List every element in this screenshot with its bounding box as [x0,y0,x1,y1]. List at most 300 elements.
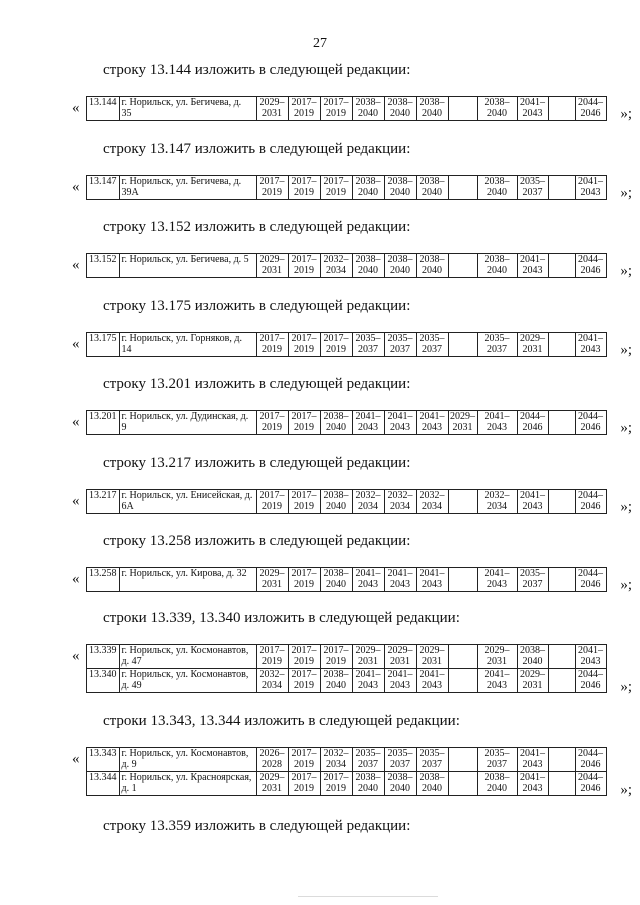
section-heading: строки 13.339, 13.340 изложить в следующей редакции: [103,610,460,626]
period-year: 2044– [578,254,603,265]
period-year: 2037 [358,344,378,355]
period-cell [517,645,548,669]
quote-close: »; [620,263,632,279]
period-year: 2029– [387,645,413,656]
period-year: 2031 [262,108,282,119]
period-year: 2043 [522,501,543,512]
period-year: 2029– [259,772,285,783]
table-row [87,669,607,693]
period-year: 2038– [323,411,349,422]
period-cell [416,97,448,121]
period-cell [352,772,384,796]
period-year: 2040 [358,265,378,276]
period-year: 2037 [422,344,442,355]
period-year: 2031 [358,656,378,667]
quote-open: « [72,751,80,767]
period-year: 2046 [580,783,601,794]
period-cell [548,645,575,669]
period-year: 2038– [419,772,445,783]
period-cell [517,254,548,278]
period-cell [352,254,384,278]
amendment-block [72,96,632,121]
period-year: 2046 [580,422,601,433]
row-address: г. Норильск, ул. Горняков, д. 14 [119,333,256,357]
period-year: 2034 [422,501,442,512]
period-cell [517,568,548,592]
period-cell [288,748,320,772]
period-year: 2043 [422,422,442,433]
period-cell [575,568,606,592]
period-cell [517,490,548,514]
quote-close: »; [620,577,632,593]
period-year: 2044– [578,490,603,501]
period-cell [477,568,517,592]
period-year: 2041– [520,490,545,501]
period-year: 2029– [259,254,285,265]
period-year: 2041– [520,772,545,783]
period-cell [416,490,448,514]
section-heading: строку 13.144 изложить в следующей редакции: [103,62,411,78]
period-year: 2017– [291,333,317,344]
row-address: г. Норильск, ул. Бегичева, д. 39А [119,176,256,200]
quote-close: »; [620,499,632,515]
period-year: 2017– [259,333,285,344]
period-year: 2038– [323,669,349,680]
period-cell [517,748,548,772]
row-number: 13.147 [87,176,120,200]
period-year: 2029– [520,333,545,344]
period-year: 2017– [291,97,317,108]
period-year: 2043 [580,656,601,667]
period-year: 2040 [422,265,442,276]
period-year: 2040 [326,422,346,433]
quote-open: « [72,336,80,352]
period-year: 2043 [422,579,442,590]
bottom-mark [298,896,438,903]
period-cell [384,568,416,592]
period-cell [352,176,384,200]
period-cell [575,645,606,669]
period-cell [477,333,517,357]
row-number: 13.144 [87,97,120,121]
period-cell [384,176,416,200]
period-cell [256,176,288,200]
period-cell [384,669,416,693]
period-cell [320,568,352,592]
section-heading: строку 13.152 изложить в следующей редакции: [103,219,411,235]
period-cell [517,669,548,693]
period-year: 2035– [520,176,545,187]
period-year: 2040 [487,108,507,119]
period-year: 2017– [291,176,317,187]
period-year: 2035– [419,748,445,759]
period-cell [256,748,288,772]
quote-close: »; [620,185,632,201]
period-year: 2041– [387,669,413,680]
period-year: 2044– [520,411,545,422]
period-year: 2038– [387,772,413,783]
period-cell [448,645,477,669]
period-year: 2035– [355,333,381,344]
period-year: 2044– [578,411,603,422]
row-address: г. Норильск, ул. Космонавтов, д. 49 [119,669,256,693]
period-year: 2041– [484,669,510,680]
section-heading: строку 13.147 изложить в следующей редакции: [103,141,411,157]
period-year: 2041– [578,645,603,656]
period-cell [575,333,606,357]
period-year: 2043 [487,680,507,691]
period-cell [256,97,288,121]
period-year: 2043 [487,422,507,433]
section-heading: строку 13.175 изложить в следующей редакции: [103,298,411,314]
period-year: 2038– [387,176,413,187]
period-cell [352,748,384,772]
period-year: 2029– [259,568,285,579]
period-year: 2040 [422,783,442,794]
period-year: 2037 [390,344,410,355]
period-year: 2043 [422,680,442,691]
period-year: 2040 [487,783,507,794]
section-heading: строки 13.343, 13.344 изложить в следующей редакции: [103,713,460,729]
period-year: 2019 [294,783,314,794]
period-year: 2035– [355,748,381,759]
period-year: 2040 [390,265,410,276]
period-cell [548,568,575,592]
period-year: 2043 [487,579,507,590]
period-year: 2034 [262,680,282,691]
row-address: г. Норильск, ул. Бегичева, д. 5 [119,254,256,278]
period-cell [416,772,448,796]
period-cell [416,333,448,357]
period-year: 2032– [419,490,445,501]
period-cell [320,97,352,121]
period-year: 2040 [487,187,507,198]
period-year: 2032– [259,669,285,680]
period-year: 2019 [294,108,314,119]
amendment-block [72,410,632,435]
period-cell [352,568,384,592]
period-cell [320,669,352,693]
period-cell [448,411,477,435]
period-year: 2041– [355,669,381,680]
quote-open: « [72,571,80,587]
period-cell [288,176,320,200]
period-year: 2029– [259,97,285,108]
period-year: 2037 [390,759,410,770]
period-cell [548,490,575,514]
period-year: 2019 [262,501,282,512]
period-cell [477,772,517,796]
table-row [87,568,607,592]
period-year: 2041– [355,568,381,579]
period-year: 2038– [387,97,413,108]
row-number: 13.344 [87,772,120,796]
period-cell [548,772,575,796]
period-year: 2041– [484,411,510,422]
period-cell [477,97,517,121]
period-year: 2029– [419,645,445,656]
period-year: 2019 [294,422,314,433]
period-year: 2019 [294,656,314,667]
period-year: 2043 [358,579,378,590]
period-year: 2017– [323,176,349,187]
row-address: г. Норильск, ул. Космонавтов, д. 47 [119,645,256,669]
period-year: 2031 [262,265,282,276]
period-cell [384,772,416,796]
period-year: 2017– [291,411,317,422]
schedule-table [86,253,607,278]
quote-close: »; [620,679,632,695]
period-year: 2046 [580,108,601,119]
period-year: 2017– [259,176,285,187]
period-year: 2037 [358,759,378,770]
row-number: 13.217 [87,490,120,514]
row-number: 13.152 [87,254,120,278]
period-cell [320,411,352,435]
period-cell [548,176,575,200]
period-year: 2038– [355,176,381,187]
period-year: 2032– [484,490,510,501]
period-year: 2041– [520,97,545,108]
period-cell [416,645,448,669]
period-cell [256,645,288,669]
quote-close: »; [620,106,632,122]
period-year: 2043 [580,344,601,355]
period-year: 2043 [358,680,378,691]
period-cell [288,411,320,435]
period-cell [448,254,477,278]
period-year: 2038– [419,254,445,265]
period-cell [288,669,320,693]
period-cell [477,669,517,693]
period-cell [320,748,352,772]
period-year: 2040 [422,108,442,119]
period-year: 2032– [387,490,413,501]
period-cell [416,411,448,435]
period-year: 2043 [390,579,410,590]
period-cell [384,97,416,121]
period-cell [477,645,517,669]
amendment-block [72,567,632,592]
period-year: 2017– [291,772,317,783]
period-year: 2043 [580,187,601,198]
section-heading: строку 13.359 изложить в следующей редакции: [103,818,411,834]
period-year: 2038– [520,645,545,656]
period-cell [256,568,288,592]
period-cell [548,97,575,121]
period-year: 2034 [390,501,410,512]
period-cell [320,490,352,514]
period-year: 2029– [355,645,381,656]
quote-open: « [72,493,80,509]
period-year: 2019 [262,422,282,433]
period-year: 2035– [484,333,510,344]
period-cell [548,333,575,357]
period-year: 2017– [259,411,285,422]
period-cell [448,772,477,796]
period-cell [517,333,548,357]
period-cell [256,254,288,278]
period-year: 2017– [291,645,317,656]
row-number: 13.258 [87,568,120,592]
period-cell [575,772,606,796]
table-row [87,333,607,357]
period-year: 2034 [326,265,346,276]
row-number: 13.343 [87,748,120,772]
period-cell [384,490,416,514]
period-cell [416,568,448,592]
table-row [87,176,607,200]
period-year: 2035– [419,333,445,344]
quote-open: « [72,648,80,664]
period-year: 2034 [326,759,346,770]
period-year: 2017– [291,669,317,680]
period-cell [320,254,352,278]
period-cell [448,176,477,200]
period-cell [448,333,477,357]
period-year: 2017– [291,568,317,579]
table-row [87,97,607,121]
period-cell [288,645,320,669]
period-year: 2043 [358,422,378,433]
period-cell [517,176,548,200]
period-year: 2041– [419,568,445,579]
period-year: 2037 [522,187,543,198]
schedule-table [86,644,607,693]
period-year: 2017– [291,490,317,501]
period-year: 2031 [452,422,473,433]
period-year: 2040 [390,108,410,119]
period-cell [384,411,416,435]
period-year: 2037 [487,759,507,770]
period-cell [288,772,320,796]
period-year: 2043 [522,265,543,276]
period-cell [517,411,548,435]
amendment-block [72,175,632,200]
period-year: 2031 [262,579,282,590]
amendment-block [72,644,632,694]
period-year: 2034 [358,501,378,512]
period-year: 2040 [487,265,507,276]
period-cell [517,772,548,796]
period-year: 2040 [390,187,410,198]
period-year: 2038– [355,772,381,783]
row-number: 13.201 [87,411,120,435]
period-year: 2017– [259,490,285,501]
period-year: 2038– [355,97,381,108]
period-cell [477,176,517,200]
period-cell [384,254,416,278]
period-year: 2040 [390,783,410,794]
period-year: 2038– [484,254,510,265]
quote-open: « [72,414,80,430]
period-year: 2044– [578,97,603,108]
period-year: 2043 [390,422,410,433]
period-year: 2041– [578,333,603,344]
period-year: 2040 [358,108,378,119]
period-year: 2040 [326,579,346,590]
period-year: 2019 [294,344,314,355]
period-cell [548,411,575,435]
period-year: 2028 [262,759,282,770]
table-row [87,411,607,435]
period-cell [575,669,606,693]
period-year: 2035– [387,748,413,759]
amendment-block [72,253,632,278]
period-year: 2038– [323,490,349,501]
period-year: 2046 [580,680,601,691]
schedule-table [86,96,607,121]
schedule-table [86,747,607,796]
quote-close: »; [620,420,632,436]
period-cell [352,669,384,693]
period-year: 2019 [326,187,346,198]
period-cell [288,97,320,121]
period-year: 2046 [580,759,601,770]
period-year: 2019 [294,579,314,590]
period-year: 2038– [419,97,445,108]
period-cell [575,490,606,514]
period-year: 2019 [262,187,282,198]
period-cell [575,254,606,278]
quote-close: »; [620,342,632,358]
period-year: 2040 [326,680,346,691]
period-year: 2041– [387,411,413,422]
period-cell [256,411,288,435]
amendment-block [72,489,632,514]
period-year: 2017– [323,772,349,783]
period-year: 2044– [578,669,603,680]
period-cell [320,333,352,357]
period-cell [416,748,448,772]
period-cell [384,645,416,669]
period-year: 2035– [520,568,545,579]
row-number: 13.175 [87,333,120,357]
period-year: 2041– [520,254,545,265]
period-year: 2017– [323,645,349,656]
period-year: 2046 [580,265,601,276]
period-year: 2044– [578,772,603,783]
period-cell [352,411,384,435]
quote-close: »; [620,782,632,798]
period-year: 2044– [578,748,603,759]
page-number: 27 [313,36,327,51]
period-year: 2037 [422,759,442,770]
period-cell [448,669,477,693]
period-cell [288,333,320,357]
period-year: 2019 [294,759,314,770]
period-year: 2017– [323,333,349,344]
period-year: 2029– [484,645,510,656]
section-heading: строку 13.258 изложить в следующей редакции: [103,533,411,549]
period-year: 2041– [520,748,545,759]
period-cell [256,333,288,357]
period-year: 2040 [422,187,442,198]
period-year: 2031 [487,656,507,667]
period-year: 2019 [294,265,314,276]
period-year: 2031 [422,656,442,667]
period-year: 2019 [326,783,346,794]
period-cell [256,669,288,693]
quote-open: « [72,257,80,273]
period-cell [352,333,384,357]
schedule-table [86,489,607,514]
period-cell [352,645,384,669]
period-cell [256,490,288,514]
period-year: 2043 [522,783,543,794]
period-year: 2046 [522,422,543,433]
table-row [87,254,607,278]
